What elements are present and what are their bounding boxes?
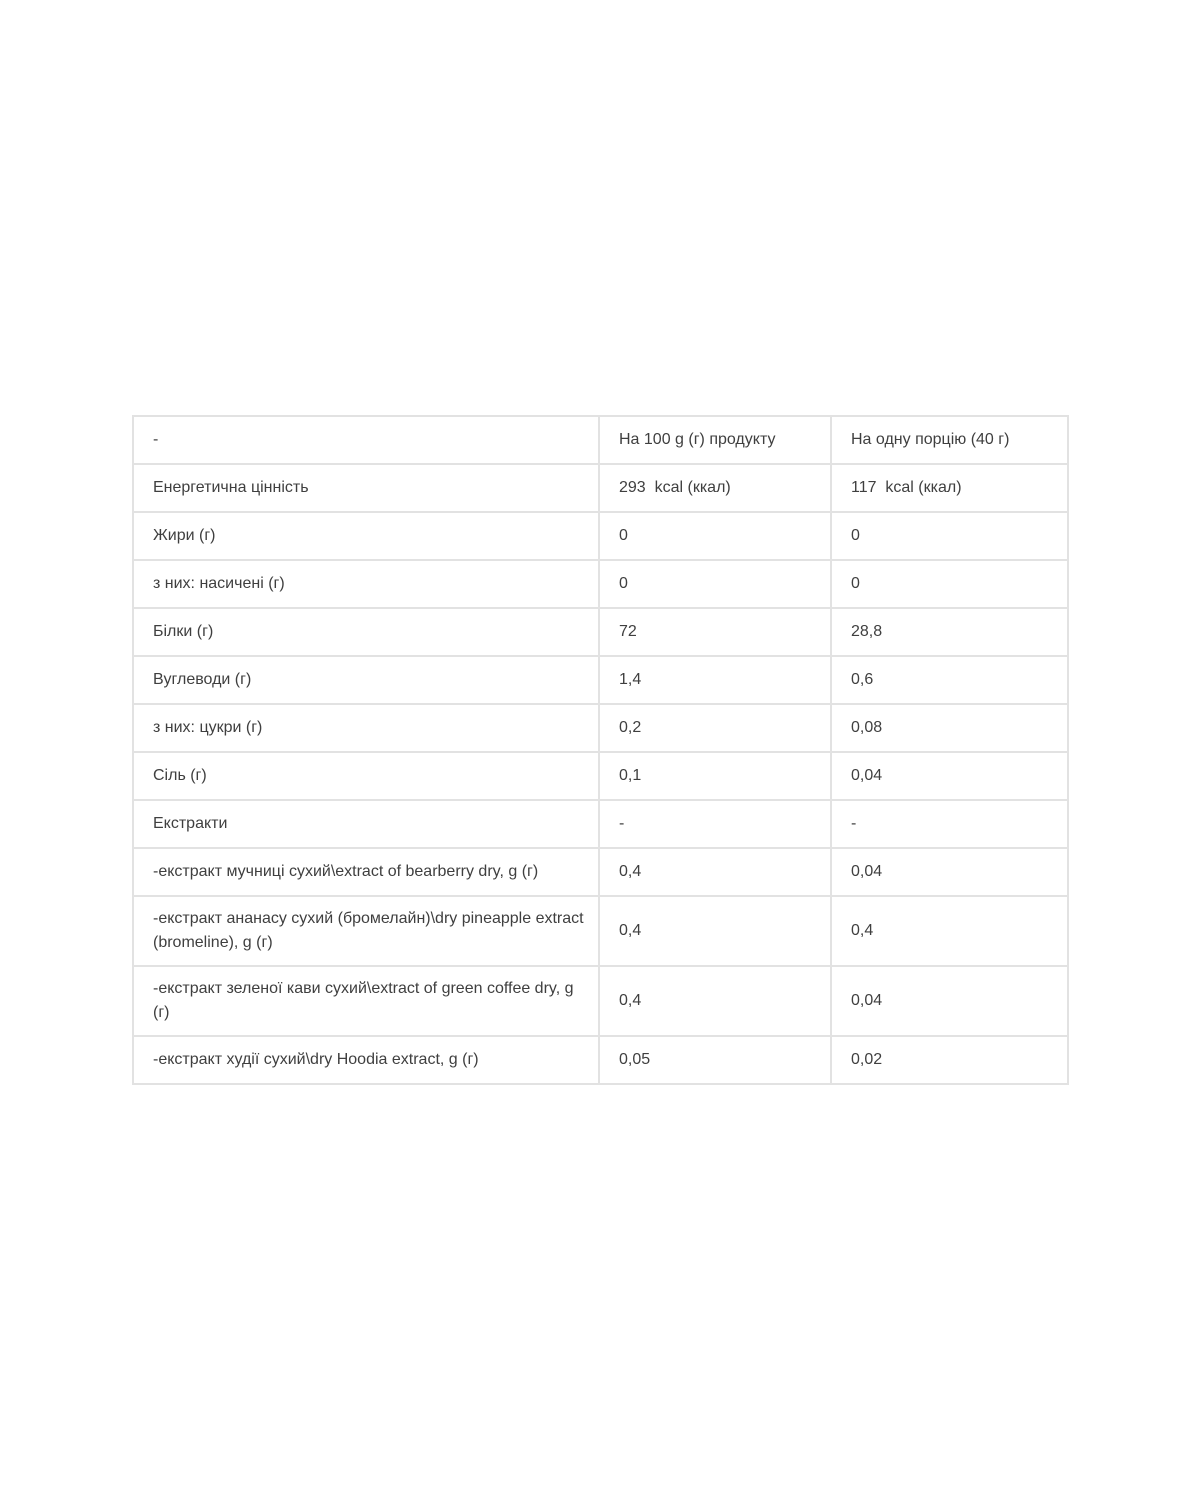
table-row xyxy=(133,896,1068,966)
per-100g-cell: 72 xyxy=(599,608,831,656)
table-row xyxy=(133,512,1068,560)
table-row xyxy=(133,464,1068,512)
per-portion-cell: 0,04 xyxy=(831,848,1068,896)
nutrient-label-cell: з них: цукри (г) xyxy=(133,704,599,752)
per-100g-cell: 0,4 xyxy=(599,896,831,966)
nutrition-table-container xyxy=(132,415,1067,1085)
per-100g-cell: 293 kcal (ккал) xyxy=(599,464,831,512)
per-100g-cell: 0,4 xyxy=(599,848,831,896)
per-portion-cell: 0,04 xyxy=(831,752,1068,800)
nutrient-label-cell: Екстракти xyxy=(133,800,599,848)
nutrient-label-cell: -екстракт худії сухий\dry Hoodia extract, g (г) xyxy=(133,1036,599,1084)
per-100g-cell: 0,05 xyxy=(599,1036,831,1084)
per-portion-cell: 0,04 xyxy=(831,966,1068,1036)
header-per-portion-cell: На одну порцію (40 г) xyxy=(831,416,1068,464)
header-label-cell: - xyxy=(133,416,599,464)
nutrition-table xyxy=(132,415,1069,1085)
nutrient-label-cell: Жири (г) xyxy=(133,512,599,560)
per-100g-cell: 0,4 xyxy=(599,966,831,1036)
table-row xyxy=(133,656,1068,704)
per-portion-cell: 0,6 xyxy=(831,656,1068,704)
nutrient-label-cell: -екстракт мучниці сухий\extract of bearberry dry, g (г) xyxy=(133,848,599,896)
per-portion-cell: 0 xyxy=(831,512,1068,560)
table-row xyxy=(133,704,1068,752)
table-row xyxy=(133,560,1068,608)
per-portion-cell: - xyxy=(831,800,1068,848)
per-100g-cell: 0,1 xyxy=(599,752,831,800)
nutrient-label-cell: -екстракт зеленої кави сухий\extract of green coffee dry, g (г) xyxy=(133,966,599,1036)
table-row xyxy=(133,752,1068,800)
nutrient-label-cell: Білки (г) xyxy=(133,608,599,656)
per-portion-cell: 117 kcal (ккал) xyxy=(831,464,1068,512)
nutrient-label-cell: з них: насичені (г) xyxy=(133,560,599,608)
table-row xyxy=(133,608,1068,656)
per-100g-cell: 0 xyxy=(599,512,831,560)
table-row xyxy=(133,1036,1068,1084)
per-portion-cell: 0,08 xyxy=(831,704,1068,752)
per-100g-cell: 0,2 xyxy=(599,704,831,752)
nutrient-label-cell: Вуглеводи (г) xyxy=(133,656,599,704)
per-100g-cell: 0 xyxy=(599,560,831,608)
per-portion-cell: 0,02 xyxy=(831,1036,1068,1084)
per-portion-cell: 28,8 xyxy=(831,608,1068,656)
per-100g-cell: - xyxy=(599,800,831,848)
nutrition-table-body xyxy=(133,464,1068,1084)
table-row xyxy=(133,848,1068,896)
header-per-100g-cell: На 100 g (г) продукту xyxy=(599,416,831,464)
nutrient-label-cell: -екстракт ананасу сухий (бромелайн)\dry pineapple extract (bromeline), g (г) xyxy=(133,896,599,966)
table-row xyxy=(133,800,1068,848)
table-row xyxy=(133,966,1068,1036)
nutrition-table-header-row xyxy=(133,416,1068,464)
nutrient-label-cell: Енергетична цінність xyxy=(133,464,599,512)
per-100g-cell: 1,4 xyxy=(599,656,831,704)
per-portion-cell: 0 xyxy=(831,560,1068,608)
nutrient-label-cell: Сіль (г) xyxy=(133,752,599,800)
per-portion-cell: 0,4 xyxy=(831,896,1068,966)
